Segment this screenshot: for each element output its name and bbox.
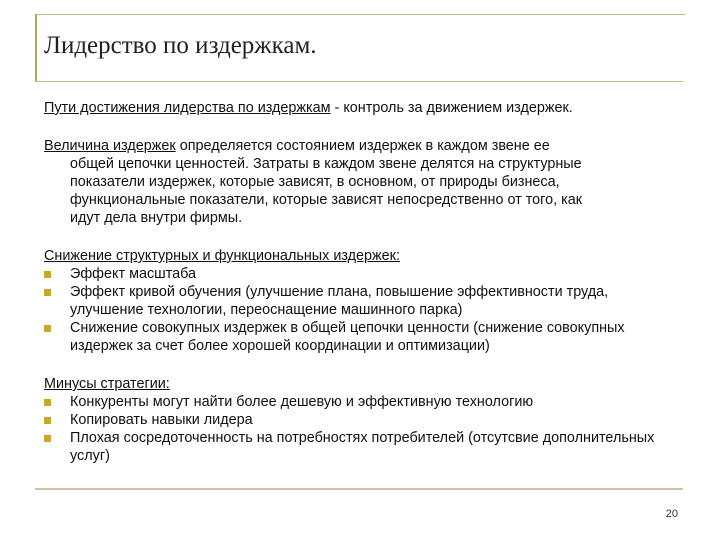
page-title: Лидерство по издержкам. <box>44 32 317 59</box>
list-item <box>44 411 684 429</box>
cost-value-line: показатели издержек, которые зависят, в основном, от природы бизнеса, <box>70 174 560 190</box>
list-item-text: Плохая сосредоточенность на потребностях потребителей (отсутсвие дополнительных услуг) <box>70 430 655 464</box>
cost-value-first-text: определяется состоянием издержек в каждом звене ее <box>175 138 550 154</box>
square-bullet-icon <box>44 325 51 332</box>
cost-value-line: идут дела внутри фирмы. <box>70 210 243 226</box>
list-item-text: Конкуренты могут найти более дешевую и эффективную технологию <box>70 394 534 410</box>
square-bullet-icon <box>44 399 51 406</box>
paths-term: Пути достижения лидерства по издержкам <box>44 100 331 116</box>
list-item <box>44 393 684 411</box>
page-number: 20 <box>665 508 678 520</box>
slide-content <box>44 99 684 465</box>
cost-value-first-line <box>44 137 684 155</box>
square-bullet-icon <box>44 417 51 424</box>
cost-value-line: общей цепочки ценностей. Затраты в каждом звене делятся на структурные <box>70 156 582 172</box>
square-bullet-icon <box>44 435 51 442</box>
cost-reduction-heading: Снижение структурных и функциональных издержек: <box>44 248 400 264</box>
section-cost-reduction <box>44 247 684 355</box>
title-divider <box>35 81 683 82</box>
strategy-cons-list <box>44 393 684 465</box>
cost-value-term: Величина издержек <box>44 138 176 154</box>
list-item <box>44 265 684 283</box>
cost-value-line: функциональные показатели, которые зависят непосредственно от того, как <box>70 192 582 208</box>
list-item-text: Эффект масштаба <box>70 266 197 282</box>
list-item-text: Эффект кривой обучения (улучшение плана, повышение эффективности труда, улучшение технологии, переоснащение машинного парка) <box>70 284 609 318</box>
square-bullet-icon <box>44 271 51 278</box>
paths-text: - контроль за движением издержек. <box>330 100 573 116</box>
paragraph-cost-leadership-paths <box>44 99 684 117</box>
list-item-text: Копировать навыки лидера <box>70 412 253 428</box>
list-item <box>44 429 684 465</box>
list-item-text: Снижение совокупных издержек в общей цепочки ценности (снижение совокупных издержек за счет более хорошей координации и оптимизации) <box>70 320 625 354</box>
strategy-cons-heading: Минусы стратегии: <box>44 376 170 392</box>
section-strategy-cons <box>44 375 684 465</box>
list-item <box>44 283 684 319</box>
square-bullet-icon <box>44 289 51 296</box>
paragraph-cost-value <box>44 137 684 227</box>
list-item <box>44 319 684 355</box>
footer-divider <box>35 488 683 490</box>
cost-reduction-list <box>44 265 684 355</box>
